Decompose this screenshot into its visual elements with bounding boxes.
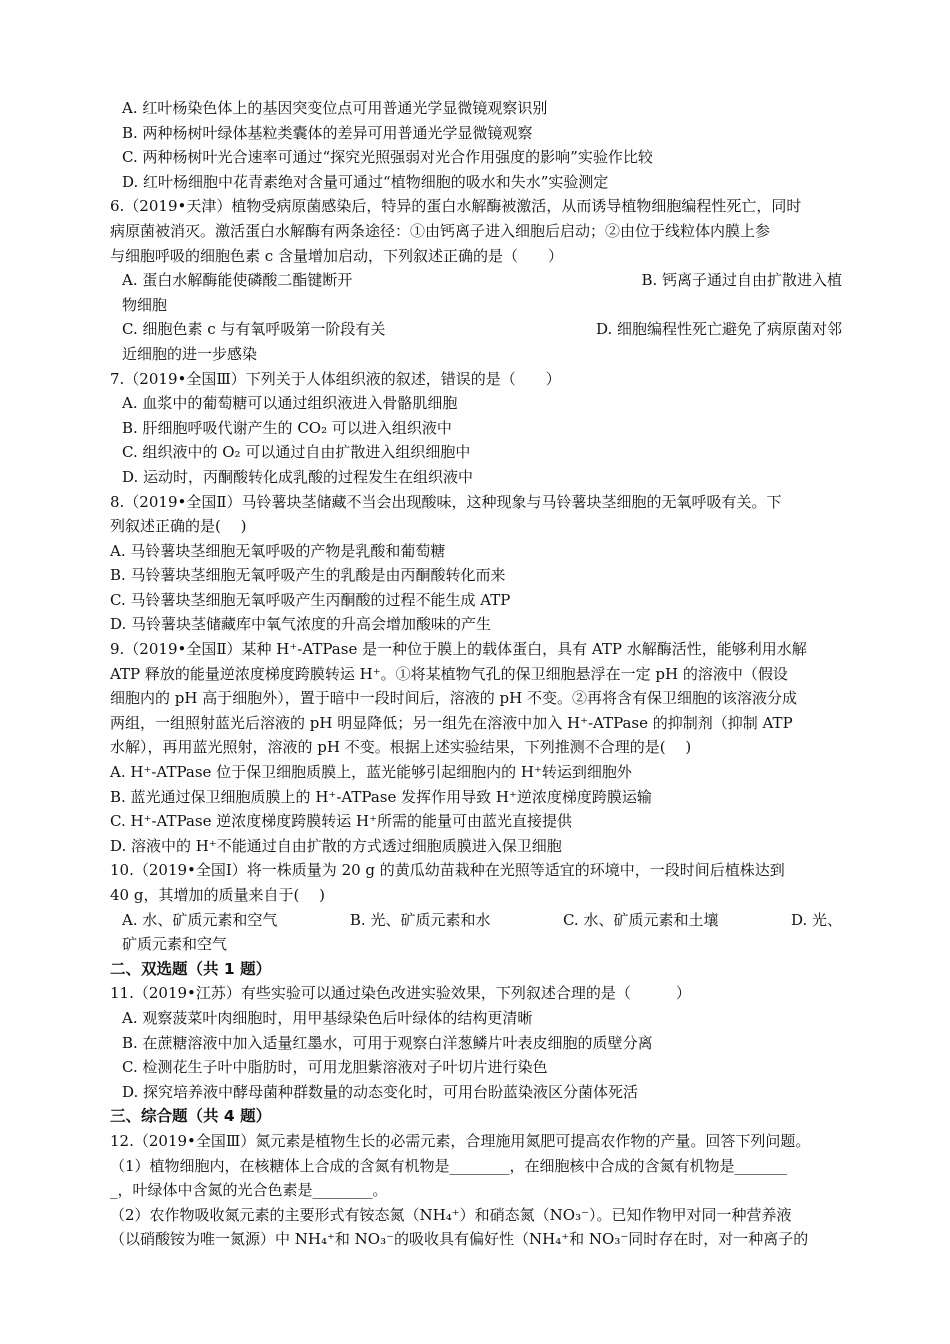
document-page [110, 96, 842, 1252]
q10-stem-line-2: 40 g，其增加的质量来自于( ) [110, 886, 325, 904]
q12-part1-line-2: _，叶绿体中含氮的光合色素是________。 [110, 1181, 388, 1200]
q6-option-c: C. 细胞色素 c 与有氧呼吸第一阶段有关 [122, 320, 386, 339]
q6-option-b-cont: 物细胞 [122, 295, 168, 314]
q10-option-d: D. 光、 [790, 910, 842, 929]
q5-option-b: B. 两种杨树叶绿体基粒类囊体的差异可用普通光学显微镜观察 [122, 123, 533, 142]
q12-part1-line-1: （1）植物细胞内，在核糖体上合成的含氮有机物是________，在细胞核中合成的含氮有机物是_______ [110, 1156, 788, 1175]
q6-option-a: A. 蛋白水解酶能使磷酸二酯键断开 [122, 271, 353, 290]
q7-option-c: C. 组织液中的 O₂ 可以通过自由扩散进入组织细胞中 [122, 443, 471, 462]
q12-part2-line-1: （2）农作物吸收氮元素的主要形式有铵态氮（NH₄⁺）和硝态氮（NO₃⁻）。已知作物甲对同一种营养液 [110, 1205, 792, 1224]
q12-part2-line-2: （以硝酸铵为唯一氮源）中 NH₄⁺和 NO₃⁻的吸收具有偏好性（NH₄⁺和 NO₃⁻同时存在时，对一种离子的 [110, 1230, 809, 1249]
q9-option-a: A. H⁺-ATPase 位于保卫细胞质膜上，蓝光能够引起细胞内的 H⁺转运到细胞外 [110, 763, 632, 782]
q8-option-c: C. 马铃薯块茎细胞无氧呼吸产生丙酮酸的过程不能生成 ATP [110, 590, 511, 609]
q10-option-d-cont: 矿质元素和空气 [122, 935, 228, 954]
q9-option-c: C. H⁺-ATPase 逆浓度梯度跨膜转运 H⁺所需的能量可由蓝光直接提供 [110, 812, 573, 831]
q10-options-row [110, 908, 842, 933]
q7-option-a: A. 血浆中的葡萄糖可以通过组织液进入骨骼肌细胞 [122, 394, 458, 413]
q11-stem: 11.（2019•江苏）有些实验可以通过染色改进实验效果，下列叙述合理的是（ ） [110, 984, 691, 1003]
q9-stem-line-3: 细胞内的 pH 高于细胞外），置于暗中一段时间后，溶液的 pH 不变。②再将含有保卫细胞的该溶液分成 [110, 689, 797, 708]
q6-stem-line-1: 6.（2019•天津）植物受病原菌感染后，特异的蛋白水解酶被激活，从而诱导植物细胞编程性死亡，同时 [110, 197, 802, 216]
q6-option-d-cont: 近细胞的进一步感染 [122, 344, 258, 363]
q11-option-c: C. 检测花生子叶中脂肪时，可用龙胆紫溶液对子叶切片进行染色 [122, 1058, 548, 1077]
q10-option-a: A. 水、矿质元素和空气 [122, 910, 278, 929]
q7-option-d: D. 运动时，丙酮酸转化成乳酸的过程发生在组织液中 [122, 467, 474, 486]
q8-option-a: A. 马铃薯块茎细胞无氧呼吸的产物是乳酸和葡萄糖 [110, 541, 446, 560]
q6-options-row-1 [110, 268, 842, 293]
q8-stem-line-2: 列叙述正确的是( ) [110, 517, 247, 536]
q8-option-b: B. 马铃薯块茎细胞无氧呼吸产生的乳酸是由丙酮酸转化而来 [110, 566, 506, 585]
q9-stem-line-1: 9.（2019•全国Ⅱ）某种 H⁺-ATPase 是一种位于膜上的载体蛋白，具有 ATP 水解酶活性，能够利用水解 [110, 640, 807, 659]
section-heading-comprehensive: 三、综合题（共 4 题） [110, 1107, 272, 1126]
q6-option-b: B. 钙离子通过自由扩散进入植 [641, 271, 842, 290]
q8-option-d: D. 马铃薯块茎储藏库中氧气浓度的升高会增加酸味的产生 [110, 615, 492, 634]
q11-option-a: A. 观察菠菜叶肉细胞时，用甲基绿染色后叶绿体的结构更清晰 [122, 1008, 533, 1027]
q7-stem: 7.（2019•全国Ⅲ）下列关于人体组织液的叙述，错误的是（ ） [110, 369, 561, 388]
q5-option-a: A. 红叶杨染色体上的基因突变位点可用普通光学显微镜观察识别 [122, 99, 548, 117]
q6-stem-line-2: 病原菌被消灭。激活蛋白水解酶有两条途径：①由钙离子进入细胞后启动；②由位于线粒体内膜上参 [110, 221, 771, 240]
q6-options-row-2 [110, 317, 842, 342]
q9-option-b: B. 蓝光通过保卫细胞质膜上的 H⁺-ATPase 发挥作用导致 H⁺逆浓度梯度跨膜运输 [110, 787, 652, 806]
q9-stem-line-2: ATP 释放的能量逆浓度梯度跨膜转运 H⁺。①将某植物气孔的保卫细胞悬浮在一定 pH 的溶液中（假设 [110, 664, 788, 683]
q8-stem-line-1: 8.（2019•全国Ⅱ）马铃薯块茎储藏不当会出现酸味，这种现象与马铃薯块茎细胞的无氧呼吸有关。下 [110, 492, 782, 511]
q5-option-c: C. 两种杨树叶光合速率可通过“探究光照强弱对光合作用强度的影响”实验作比较 [122, 148, 653, 167]
q6-stem-line-3: 与细胞呼吸的细胞色素 c 含量增加启动，下列叙述正确的是（ ） [110, 246, 563, 265]
q11-option-b: B. 在蔗糖溶液中加入适量红墨水，可用于观察白洋葱鳞片叶表皮细胞的质壁分离 [122, 1033, 653, 1052]
q9-stem-line-4: 两组，一组照射蓝光后溶液的 pH 明显降低；另一组先在溶液中加入 H⁺-ATPase 的抑制剂（抑制 ATP [110, 713, 793, 732]
section-heading-double-choice: 二、双选题（共 1 题） [110, 959, 272, 978]
q10-option-b: B. 光、矿质元素和水 [349, 910, 491, 929]
q11-option-d: D. 探究培养液中酵母菌种群数量的动态变化时，可用台盼蓝染液区分菌体死活 [122, 1082, 639, 1101]
q9-option-d: D. 溶液中的 H⁺不能通过自由扩散的方式透过细胞质膜进入保卫细胞 [110, 836, 562, 855]
q9-stem-line-5: 水解），再用蓝光照射，溶液的 pH 不变。根据上述实验结果，下列推测不合理的是( ) [110, 738, 692, 757]
q10-option-c: C. 水、矿质元素和土壤 [562, 910, 719, 929]
q5-option-d: D. 红叶杨细胞中花青素绝对含量可通过“植物细胞的吸水和失水”实验测定 [122, 172, 609, 191]
q10-stem-line-1: 10.（2019•全国Ⅰ）将一株质量为 20 g 的黄瓜幼苗栽种在光照等适宜的环境中，一段时间后植株达到 [110, 861, 785, 880]
q12-stem: 12.（2019•全国Ⅲ）氮元素是植物生长的必需元素，合理施用氮肥可提高农作物的产量。回答下列问题。 [110, 1131, 811, 1150]
q7-option-b: B. 肝细胞呼吸代谢产生的 CO₂ 可以进入组织液中 [122, 418, 452, 437]
q6-option-d: D. 细胞编程性死亡避免了病原菌对邻 [595, 320, 842, 339]
